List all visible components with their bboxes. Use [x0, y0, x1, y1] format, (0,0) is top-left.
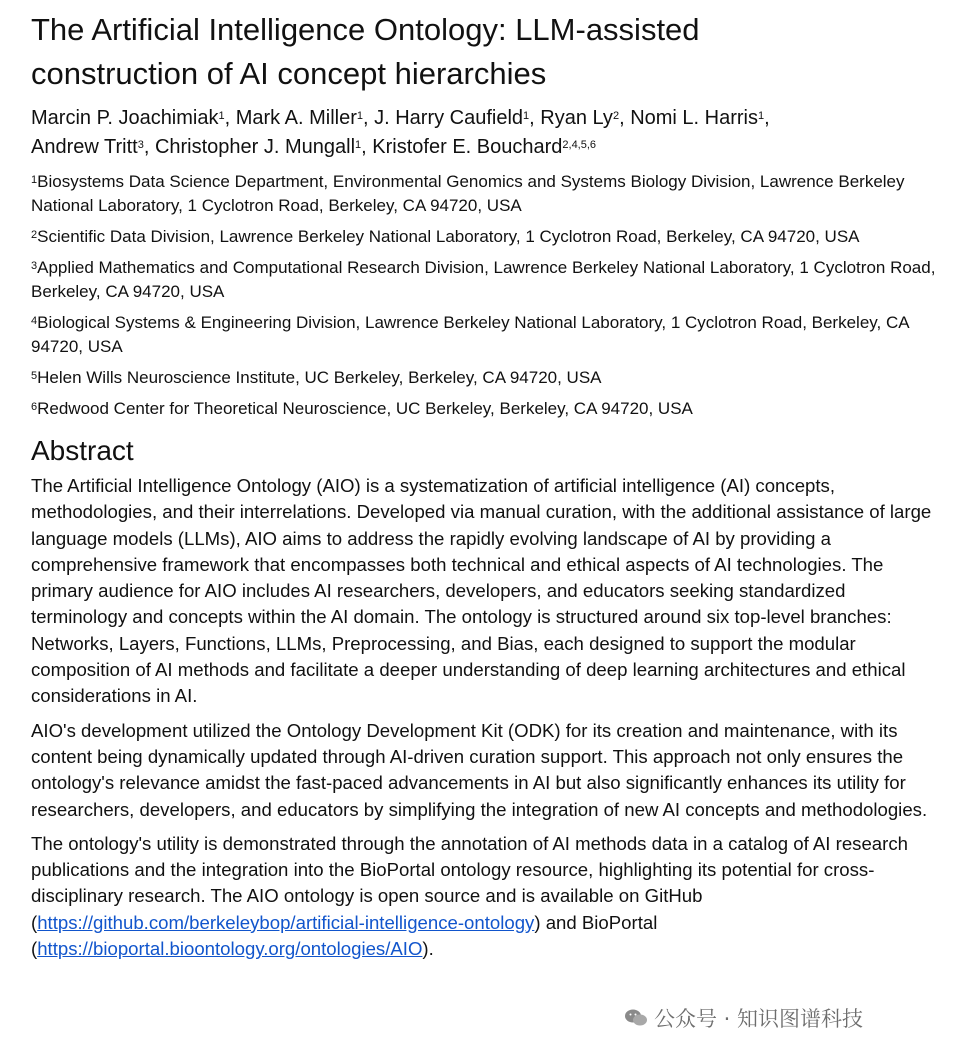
- abstract-paragraph-1: The Artificial Intelligence Ontology (AIO) is a systematization of artificial intelligence (AI) concepts, methodologies, and their interrelations. Developed via manual curation, with the additional assistance of large language models (LLMs), AIO aims to address the rapidly evolving landscape of AI by providing a comprehensive framework that encompasses both technical and ethical aspects of AI technologies. The primary audience for AIO includes AI researchers, developers, and educators seeking standardized terminology and concepts within the AI domain. The ontology is structured around six top-level branches: Networks, Layers, Functions, LLMs, Preprocessing, and Bias, each designed to support the modular composition of AI methods and facilitate a deeper understanding of deep learning architectures and ethical considerations in AI.: [31, 475, 932, 707]
- watermark: [624, 1001, 944, 1035]
- author: J. Harry Caufield$^1$,: [374, 107, 541, 129]
- abstract-paragraph-2: AIO's development utilized the Ontology Development Kit (ODK) for its creation and maintenance, with its content being dynamically updated through AI-driven curation support. This approach not only ensures the ontology's relevance amidst the fast-paced advancements in AI but also significantly enhances its utility for researchers, developers, and educators by simplifying the integration of new AI concepts and methodologies.: [31, 719, 928, 820]
- author: Nomi L. Harris$^1$,: [630, 107, 770, 129]
- watermark-text: 公众号 · 知识图谱科技: [654, 1007, 864, 1031]
- author: Andrew Tritt$^3$,: [31, 136, 155, 158]
- title-line-1: The Artificial Intelligence Ontology: LLM-assisted: [31, 12, 700, 47]
- author: Mark A. Miller$^1$,: [235, 107, 375, 129]
- github-link[interactable]: https://github.com/berkeleybop/artificial-intelligence-ontology: [37, 911, 535, 933]
- bioportal-link[interactable]: https://bioportal.bioontology.org/ontologies/AIO: [37, 938, 423, 960]
- author: Kristofer E. Bouchard$^{2,4,5,6}$: [372, 136, 597, 158]
- paper-page: [31, 8, 936, 970]
- affiliation: $^5$Helen Wills Neuroscience Institute, UC Berkeley, Berkeley, CA 94720, USA: [31, 368, 602, 387]
- affiliation: $^4$Biological Systems & Engineering Division, Lawrence Berkeley National Laboratory, 1 Cyclotron Road, Berkeley, CA 94720, USA: [31, 313, 909, 356]
- abstract-heading: Abstract: [31, 435, 134, 466]
- paper-title: [31, 8, 936, 96]
- title-line-2: construction of AI concept hierarchies: [31, 56, 547, 91]
- author: Christopher J. Mungall$^1$,: [154, 136, 373, 158]
- wechat-icon: [624, 1008, 648, 1028]
- affiliation: $^2$Scientific Data Division, Lawrence Berkeley National Laboratory, 1 Cyclotron Road, Berkeley, CA 94720, USA: [31, 227, 860, 246]
- affiliation: $^1$Biosystems Data Science Department, Environmental Genomics and Systems Biology Division, Lawrence Berkeley National Laboratory, 1 Cyclotron Road, Berkeley, CA 94720, USA: [31, 172, 905, 215]
- abstract-paragraph-3: The ontology's utility is demonstrated through the annotation of AI methods data in a catalog of AI research publications and the integration into the BioPortal ontology resource, highlighting its potential for cross-disciplinary research. The AIO ontology is open source and is available on GitHub (https://github.com/berkeleybop/artificial-intelligence-ontology) and BioPortal (https://bioportal.bioontology.org/ontologies/AIO).: [31, 832, 908, 960]
- author: Marcin P. Joachimiak$^1$,: [31, 107, 236, 129]
- author-list: [31, 104, 936, 162]
- affiliation: $^6$Redwood Center for Theoretical Neuroscience, UC Berkeley, Berkeley, CA 94720, USA: [31, 399, 693, 418]
- affiliation: $^3$Applied Mathematics and Computational Research Division, Lawrence Berkeley National Laboratory, 1 Cyclotron Road, Berkeley, CA 94720, USA: [31, 258, 936, 301]
- author: Ryan Ly$^2$,: [540, 107, 631, 129]
